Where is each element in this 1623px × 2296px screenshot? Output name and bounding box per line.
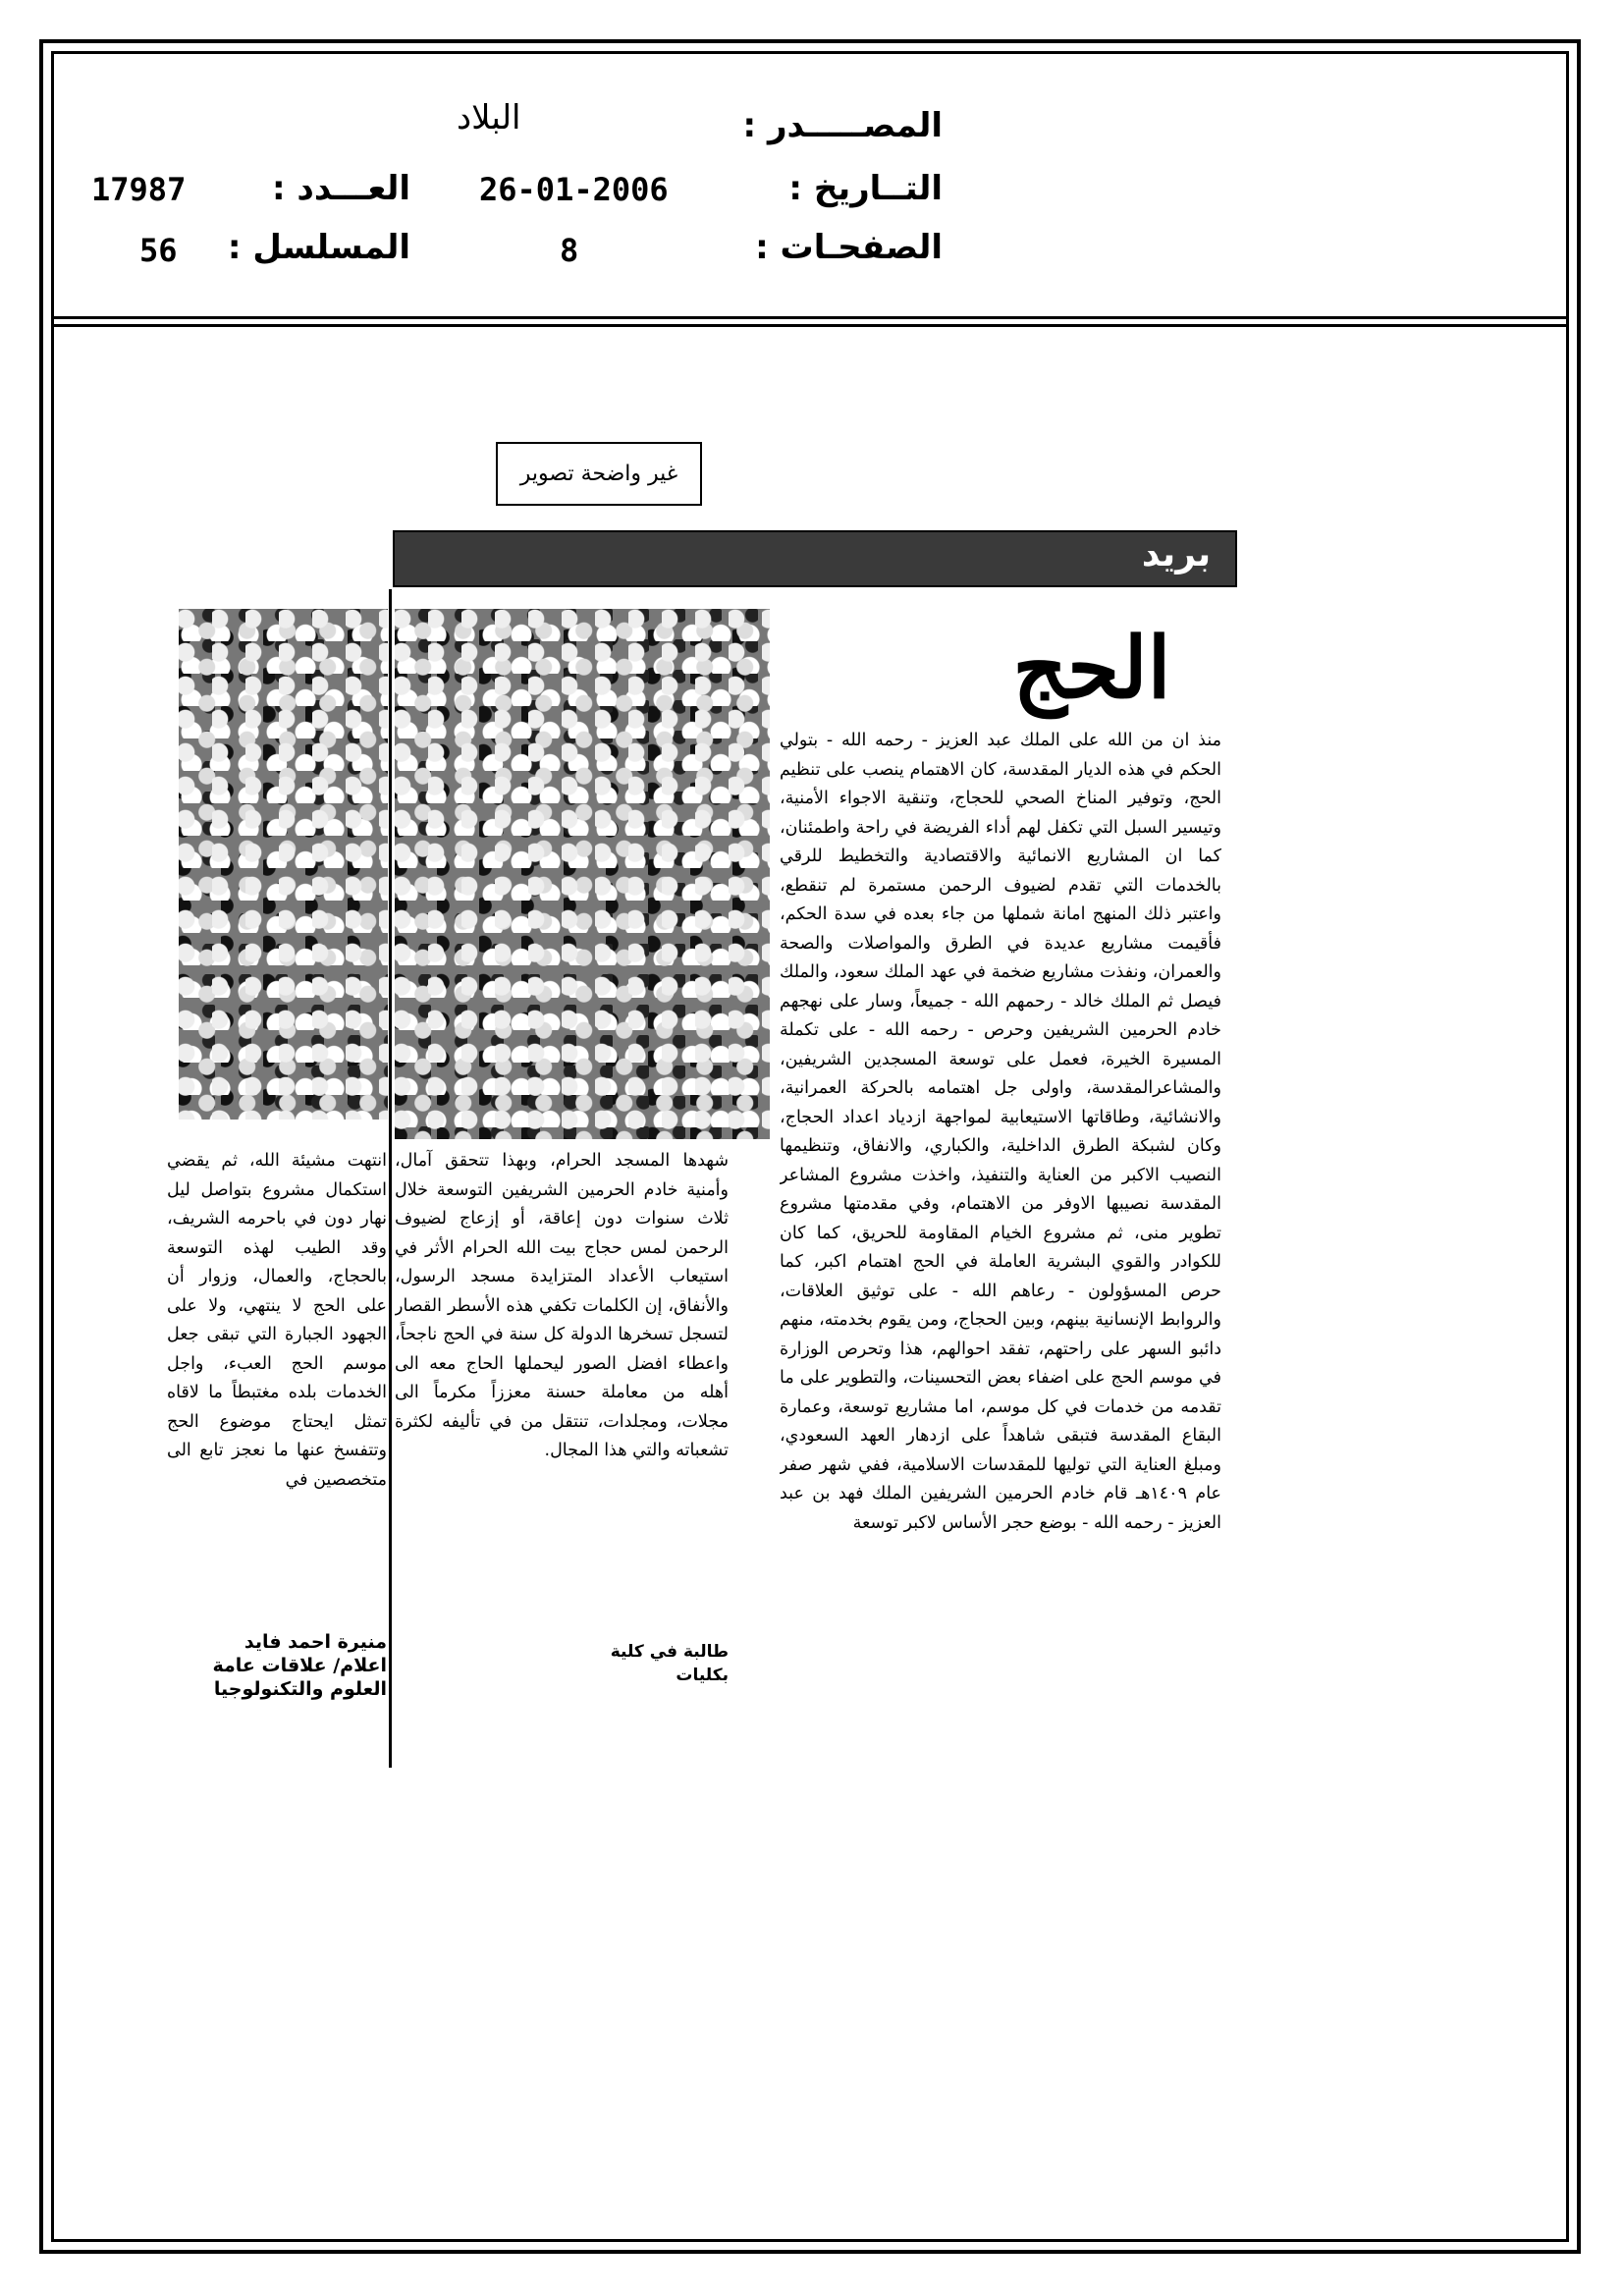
section-tag: بريد: [1141, 534, 1212, 574]
header-separator: [51, 316, 1569, 319]
article-headline: الحج: [1012, 619, 1171, 718]
article-column-3: انتهت مشيئة الله، ثم يقضي استكمال مشروع بتواصل ليل نهار دون في باحرمه الشريف، وقد الطيب لهذه التوسعة بالحجاج، والعمال، وزوار أن على الحج لا ينتهي، ولا على الجهود الجبارة التي تبقى جعل موسم الحج العبء، واجل الخدمات بلده مغتبطاً ما لاقاه تمثل ايحتاج موضوع الحج وتتفسخ عنها ما نعجز تابع الى متخصصين في: [167, 1151, 387, 1490]
source-label: المصـــــدر :: [742, 106, 943, 145]
issue-label: العـــدد :: [272, 169, 410, 208]
unclear-copy-note: غير واضحة تصوير: [496, 442, 702, 506]
serial-label: المسلسل :: [227, 228, 410, 267]
date-label: التــاريخ :: [788, 169, 943, 208]
issue-value: 17987: [91, 171, 187, 208]
author-signature: منيرة احمد فايد اعلام/ علاقات عامة العلوم والتكنولوجيا: [212, 1631, 387, 1700]
serial-value: 56: [139, 232, 178, 269]
source-value: البلاد: [457, 98, 521, 137]
pilgrims-crowd-photo: [395, 609, 770, 1139]
section-banner: [393, 530, 1237, 587]
column-divider: [389, 589, 392, 1768]
author-signature-partial: طالبة في كلية بكليات: [610, 1642, 729, 1685]
article-column-1: منذ ان من الله على الملك عبد العزيز - رحمه الله - بتولي الحكم في هذه الديار المقدسة، كان الاهتمام ينصب على تنظيم الحج، وتوفير المناخ الصحي للحجاج، وتنقية الاجواء الأمنية، وتيسير السبل التي تكفل لهم أداء الفريضة في راحة واطمئنان، كما ان المشاريع الانمائية والاقتصادية والتخطيط للرقي بالخدمات التي تقدم لضيوف الرحمن مستمرة لم تنقطع، واعتبر ذلك المنهج امانة شملها من جاء بعده في سدة الحكم، فأقيمت مشاريع عديدة في الطرق والمواصلات والصحة والعمران، ونفذت مشاريع ضخمة في عهد الملك سعود، والملك فيصل ثم الملك خالد - رحمهم الله - جميعاً، وسار على نهجهم خادم الحرمين الشريفين وحرص - رحمه الله - على تكملة المسيرة الخيرة، فعمل على توسعة المسجدين الشريفين، والمشاعرالمقدسة، واولى جل اهتمامه بالحركة العمرانية، والانشائية، وطاقاتها الاستيعابية لمواجهة ازدياد اعداد الحجاج، وكان لشبكة الطرق الداخلية، والكباري، والانفاق، وتنظيمها النصيب الاكبر من العناية والتنفيذ، واخذت مشروع المشاعر المقدسة نصيبها الاوفر من الاهتمام، وفي مقدمتها مشروع تطوير منى، ثم مشروع الخيام المقاومة للحريق، كما كان للكوادر والقوي البشرية العاملة في الحج اهتمام اكبر، كما حرص المسؤولون - رعاهم الله - على توثيق العلاقات، والروابط الإنسانية بينهم، وبين الحجاج، ومن يقوم بخدمته، منهم دائبو السهر على راحتهم، تفقد احوالهم، هذا وتحرص الوزارة في موسم الحج على اضفاء بعض التحسينات، والتطوير على ما تقدمه من خدمات في كل موسم، اما مشاريع توسعة، وعمارة البقاع المقدسة فتبقى شاهداً على ازدهار العهد السعودي، ومبلغ العناية التي توليها للمقدسات الاسلامية، ففي شهر صفر عام ١٤٠٩هـ قام خادم الحرمين الشريفين الملك فهد بن عبد العزيز - رحمه الله - بوضع حجر الأساس لاكبر توسعة: [780, 731, 1221, 1533]
header-separator-2: [51, 324, 1569, 327]
pages-value: 8: [560, 232, 579, 269]
newspaper-clipping: [159, 530, 1244, 1768]
pilgrims-crowd-photo-left: [179, 609, 388, 1120]
pages-label: الصفحـات :: [755, 228, 943, 267]
article-column-2: شهدها المسجد الحرام، وبهذا تتحقق آمال، وأمنية خادم الحرمين الشريفين التوسعة خلال ثلاث سنوات دون إعاقة، أو إزعاج لضيوف الرحمن لمس حجاج بيت الله الحرام الأثر في استيعاب الأعداد المتزايدة مسجد الرسول، والأنفاق، إن الكلمات تكفي هذه الأسطر القصار لتسجل تسخرها الدولة كل سنة في الحج ناجحاً، واعطاء افضل الصور ليحملها الحاج معه الى أهله من معاملة حسنة معززاً مكرماً الى مجلات، ومجلدات، تنتقل من في تأليفه لكثرة تشعباته والتي هذا المجال.: [395, 1151, 729, 1460]
date-value: 26-01-2006: [479, 171, 669, 208]
